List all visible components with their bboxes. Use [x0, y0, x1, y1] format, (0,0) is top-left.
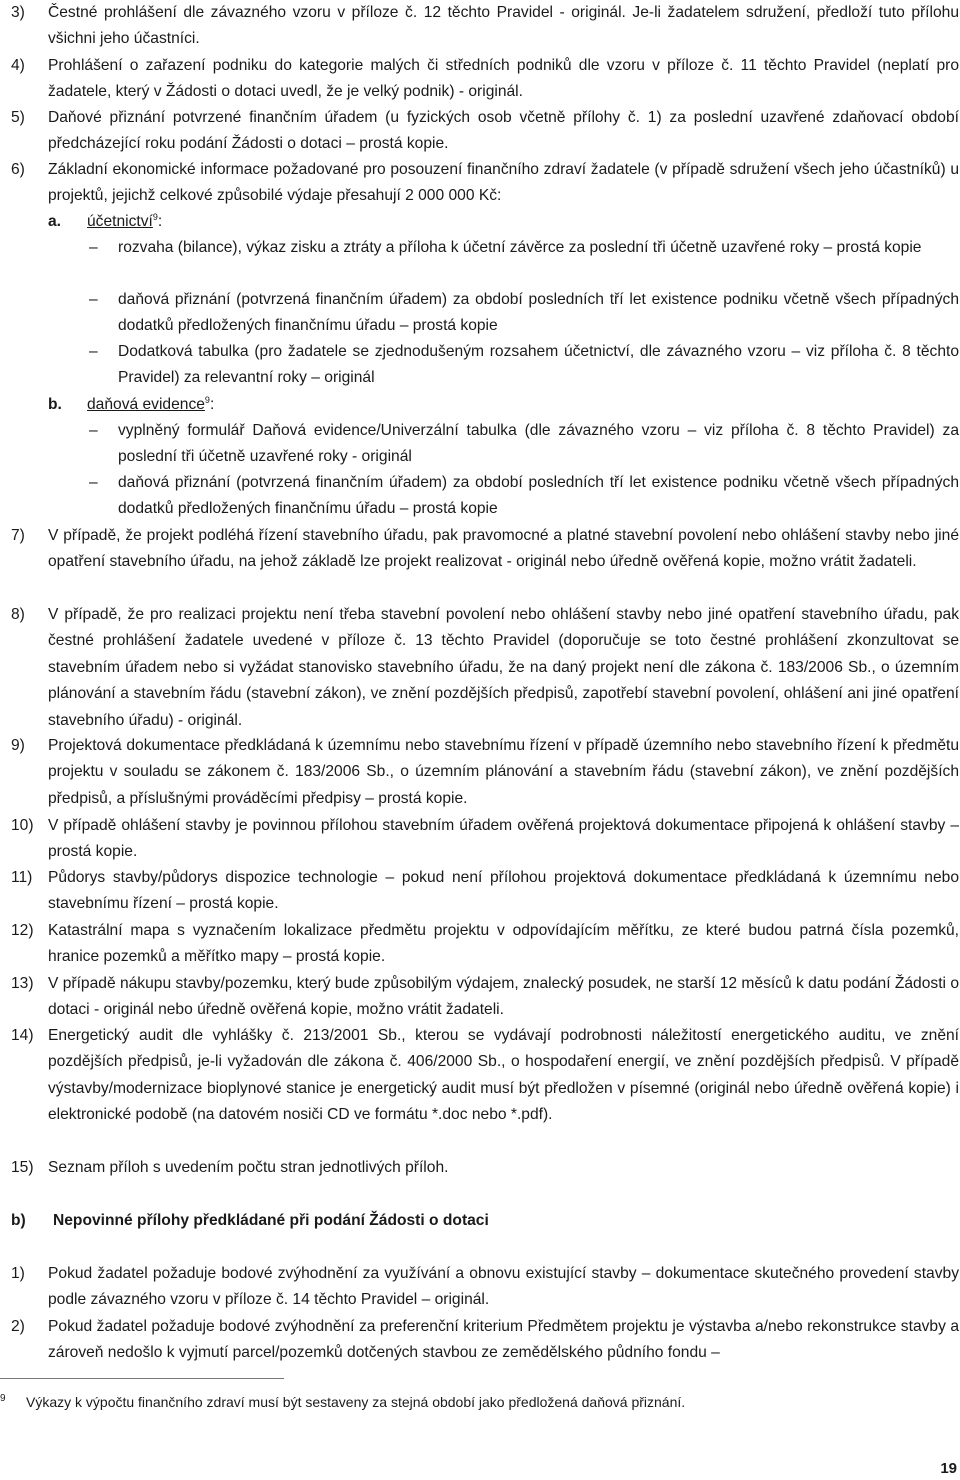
item-number: 11) [11, 869, 33, 886]
item-number: 8) [11, 606, 25, 623]
sub-title [87, 392, 959, 418]
item-number: 6) [11, 161, 25, 178]
item-number: 2) [11, 1318, 25, 1335]
list-item [11, 1155, 959, 1181]
item-text: Základní ekonomické informace požadované pro posouzení finančního zdraví žadatele (v případě sdružení všech jeho účastníků) u projektů, jejichž celkové způsobilé výdaje přesahují 2 000 000 Kč: [48, 161, 959, 205]
list-item [11, 602, 959, 734]
item-text: Projektová dokumentace předkládaná k územnímu nebo stavebnímu řízení v případě územního nebo stavebního řízení k předmětu projektu v souladu se zákonem č. 183/2006 Sb., o územním plánování a stavebním řádu (stavební zákon), ve znění pozdějších předpisů, a příslušnými prováděcími předpisy – prostá kopie. [48, 737, 959, 807]
dash-text: vyplněný formulář Daňová evidence/Univerzální tabulka (dle závazného vzoru – viz příloha č. 8 těchto Pravidel) za poslední tři účetně uzavřené roky - originál [118, 422, 959, 466]
footnote-text: Výkazy k výpočtu finančního zdraví musí být sestaveny za stejná období jako předložená daňová přiznání. [26, 1394, 686, 1410]
dash-symbol: – [89, 343, 98, 360]
dash-symbol: – [89, 239, 98, 256]
footnote-ref: 9 [204, 394, 210, 405]
list-item [11, 813, 959, 866]
sub-title-suffix: : [157, 213, 163, 230]
dash-item [89, 339, 959, 392]
item-number: 13) [11, 975, 34, 992]
item-number: 12) [11, 922, 34, 939]
item-text: Energetický audit dle vyhlášky č. 213/2001 Sb., kterou se vydávají podrobnosti náležitostí energetického auditu, ve znění pozdějších předpisů, je-li vyžadován dle zákona č. 406/2000 Sb., o hospodaření energií, ve znění pozdějších předpisů. V případě výstavby/modernizace bioplynové stanice je energetický audit musí být předložen v písemné (originál nebo úředně ověřená kopie) i elektronické podobě (na datovém nosiči CD ve formátu *.doc nebo *.pdf). [48, 1027, 959, 1124]
sub-title-suffix: : [209, 396, 215, 413]
item-text: Pokud žadatel požaduje bodové zvýhodnění za preferenční kriterium Předmětem projektu je výstavba a/nebo rekonstrukce stavby a zároveň nedošlo k vyjmutí parcel/pozemků dotčených stavbou ze zemědělského půdního fondu – [48, 1318, 959, 1362]
item-text: Půdorys stavby/půdorys dispozice technologie – pokud není přílohou projektová dokumentace předkládaná k územnímu nebo stavebnímu řízení – prostá kopie. [48, 869, 959, 913]
item-text: V případě nákupu stavby/pozemku, který bude způsobilým výdajem, znalecký posudek, ne starší 12 měsíců k datu podání Žádosti o dotaci - originál nebo úředně ověřená kopie, možno vrátit žadateli. [48, 975, 960, 1019]
item-number: 3) [11, 4, 25, 21]
item-text: Pokud žadatel požaduje bodové zvýhodnění za využívání a obnovu existující stavby – dokumentace skutečného provedení stavby podle závazného vzoru v příloze č. 14 těchto Pravidel – originál. [48, 1265, 959, 1309]
item-text: Seznam příloh s uvedením počtu stran jednotlivých příloh. [48, 1159, 449, 1176]
dash-text: daňová přiznání (potvrzená finančním úřadem) za období posledních tří let existence podniku včetně všech případných dodatků předložených finančnímu úřadu – prostá kopie [118, 291, 959, 335]
item-text: V případě, že pro realizaci projektu není třeba stavební povolení nebo ohlášení stavby nebo jiné opatření stavebního úřadu, pak čestné prohlášení žadatele uvedené v příloze č. 13 těchto Pravidel (doporučuje se toto čestné prohlášení zkonzultovat se stavebním úřadem nebo si vyžádat stanovisko stavebního úřadu, že na daný projekt není dle zákona č. 183/2006 Sb., o územním plánování a stavebním řádu (stavební zákon), ve znění pozdějších předpisů, zapotřebí stavební povolení, ohlášení ani jiné opatření stavebního úřadu) - originál. [48, 606, 959, 729]
sub-title [87, 209, 959, 235]
list-item [11, 971, 959, 1024]
sub-list-a [48, 209, 959, 235]
item-text: Prohlášení o zařazení podniku do kategorie malých či středních podniků dle vzoru v příloze č. 11 těchto Pravidel (neplatí pro žadatele, který v Žádosti o dotaci uvedl, že je velký podnik) - originál. [48, 57, 959, 101]
item-number: 9) [11, 737, 25, 754]
dash-text: rozvaha (bilance), výkaz zisku a ztráty a příloha k účetní závěrce za poslední tři účetně uzavřené roky – prostá kopie [118, 239, 922, 256]
footnote [0, 1392, 950, 1412]
list-item [11, 53, 959, 106]
list-item [11, 1023, 959, 1129]
item-number: 1) [11, 1265, 25, 1282]
sub-label: a. [48, 213, 62, 230]
footnote-divider [0, 1378, 284, 1379]
item-text: Čestné prohlášení dle závazného vzoru v příloze č. 12 těchto Pravidel - originál. Je-li žadatelem sdružení, předloží tuto přílohu všichni jeho účastníci. [48, 4, 959, 48]
footnote-number: 9 [0, 1393, 6, 1404]
list-item [11, 865, 959, 918]
section-title: Nepovinné přílohy předkládané při podání Žádosti o dotaci [53, 1212, 489, 1229]
item-text: V případě ohlášení stavby je povinnou přílohou stavebním úřadem ověřená projektová dokumentace připojená k ohlášení stavby – prostá kopie. [48, 817, 959, 861]
dash-symbol: – [89, 474, 98, 491]
dash-symbol: – [89, 422, 98, 439]
footnote-ref: 9 [152, 211, 158, 222]
section-heading [11, 1208, 489, 1234]
item-number: 4) [11, 57, 25, 74]
list-item [11, 1314, 959, 1367]
section-label: b) [11, 1212, 26, 1229]
dash-item [89, 287, 959, 340]
list-item [11, 1261, 959, 1314]
dash-item [89, 418, 959, 471]
sub-title-text: účetnictví [87, 213, 153, 230]
sub-list-b [48, 392, 959, 418]
item-number: 15) [11, 1159, 34, 1176]
item-number: 14) [11, 1027, 34, 1044]
list-item [11, 523, 959, 576]
list-item [11, 733, 959, 812]
list-item [11, 157, 959, 210]
dash-text: daňová přiznání (potvrzená finančním úřadem) za období posledních tří let existence podniku včetně všech případných dodatků předložených finančnímu úřadu – prostá kopie [118, 474, 959, 518]
dash-text: Dodatková tabulka (pro žadatele se zjednodušeným rozsahem účetnictví, dle závazného vzoru – viz příloha č. 8 těchto Pravidel) za relevantní roky – originál [118, 343, 959, 387]
item-number: 7) [11, 527, 25, 544]
dash-symbol: – [89, 291, 98, 308]
item-text: V případě, že projekt podléhá řízení stavebního úřadu, pak pravomocné a platné stavební povolení nebo ohlášení stavby nebo jiné opatření stavebního úřadu, na jehož základě lze projekt realizovat - originál nebo úředně ověřená kopie, možno vrátit žadateli. [48, 527, 959, 571]
item-text: Daňové přiznání potvrzené finančním úřadem (u fyzických osob včetně přílohy č. 1) za poslední uzavřené zdaňovací období předcházející roku podání Žádosti o dotaci – prostá kopie. [48, 109, 959, 153]
list-item [11, 105, 959, 158]
sub-title-text: daňová evidence [87, 396, 205, 413]
sub-label: b. [48, 396, 62, 413]
item-number: 10) [11, 817, 34, 834]
page-number: 19 [940, 1460, 957, 1477]
dash-item [89, 470, 959, 523]
dash-item [89, 235, 959, 261]
list-item [11, 918, 959, 971]
list-item [11, 0, 959, 53]
item-number: 5) [11, 109, 25, 126]
item-text: Katastrální mapa s vyznačením lokalizace předmětu projektu v odpovídajícím měřítku, ze které budou patrná čísla pozemků, hranice pozemků a měřítko mapy – prostá kopie. [48, 922, 959, 966]
